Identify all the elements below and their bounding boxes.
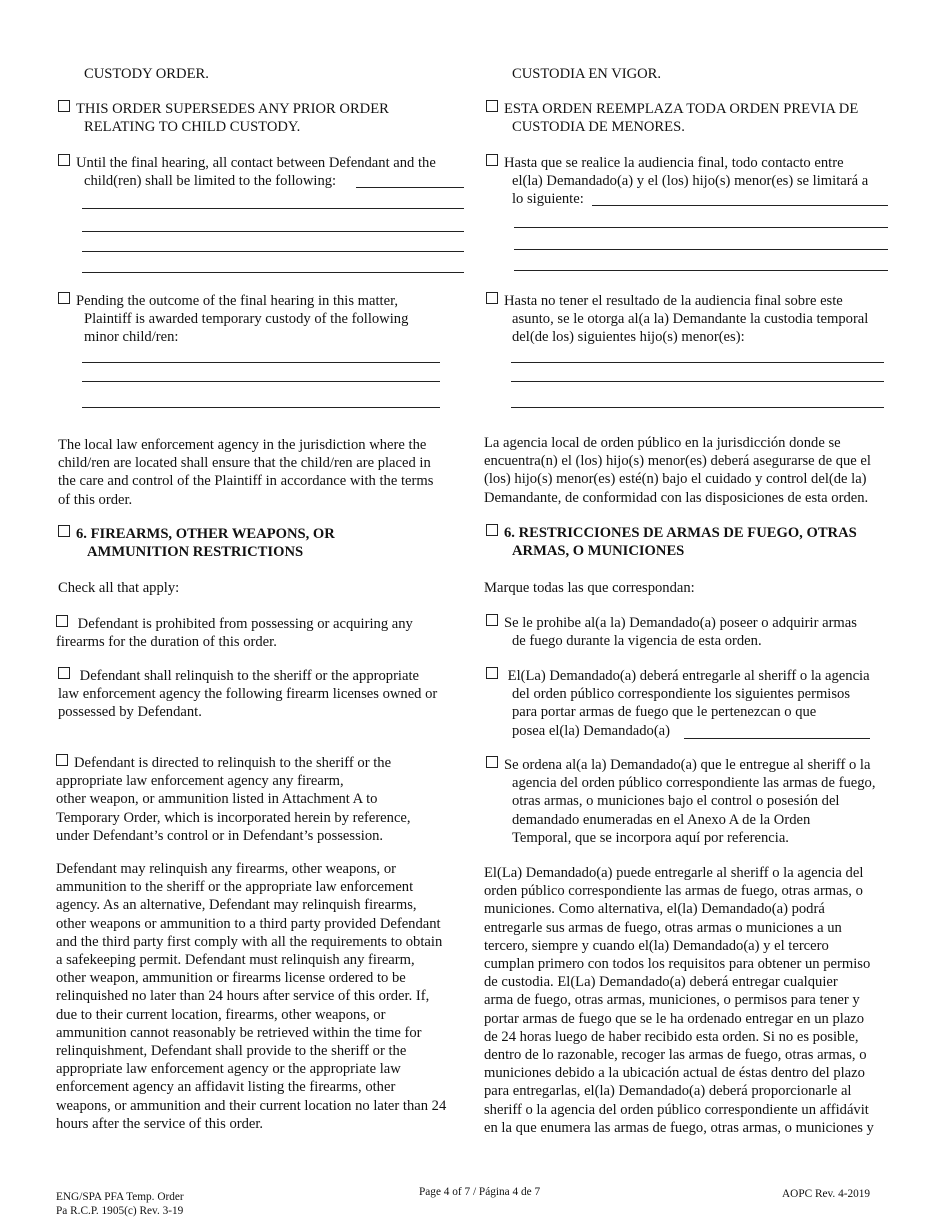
licenses-blank-line-es[interactable] xyxy=(684,738,870,739)
directed-relinquish-option: Defendant is directed to relinquish to the sheriff or the appropriate law enforcement agency any firearm, other weapon, or ammunition listed in Attachment A to Temporary Order, which is incorporated herein by reference, under Defendant’s control or in Defendant’s possession. xyxy=(56,755,411,844)
law-enforcement-paragraph-es: La agencia local de orden público en la jurisdicción donde se encuentra(n) el (los) hijo(s) menor(es) deberá asegurarse de que el (los) hijo(s) menor(es) esté(n) bajo el cuidado y control del(de la) Demandante, de conformidad con las disposiciones de esta orden. xyxy=(484,435,871,506)
contact-blank-line[interactable] xyxy=(82,231,464,232)
contact-checkbox[interactable] xyxy=(58,154,70,166)
relinquish-licenses-checkbox[interactable] xyxy=(58,667,70,679)
check-all-label: Check all that apply: xyxy=(58,580,180,596)
child-blank-line[interactable] xyxy=(82,381,440,382)
section-6-heading-es: 6. RESTRICCIONES DE ARMAS DE FUEGO, OTRAS ARMAS, O MUNICIONES xyxy=(486,524,857,560)
relinquish-paragraph: Defendant may relinquish any firearms, other weapons, or ammunition to the sheriff or the appropriate law enforcement agency. As an alternative, Defendant may relinquish firearms, other weapons or ammunition to a third party provided Defendant and the third party first comply with all the requirements to obtain a safekeeping permit. Defendant must relinquish any firearm, other weapon, ammunition or firearms license ordered to be relinquished no later than 24 hours after service of this order. If, due to their current location, firearms, other weapons, or ammunition cannot reasonably be retrieved within the time for relinquishment, Defendant shall provide to the sheriff or the appropriate law enforcement agency or the appropriate law enforcement agency an affidavit listing the firearms, other weapons, or ammunition and their current location no later than 24 hours after the service of this order. xyxy=(56,861,447,1132)
section-6-checkbox[interactable] xyxy=(58,525,70,537)
contact-checkbox-es[interactable] xyxy=(486,154,498,166)
child-blank-line-es[interactable] xyxy=(511,407,884,408)
custody-order-heading-es: CUSTODIA EN VIGOR. xyxy=(512,66,662,82)
custody-order-heading: CUSTODY ORDER. xyxy=(84,66,209,82)
directed-relinquish-option-es: Se ordena al(a la) Demandado(a) que le entregue al sheriff o la agencia del orden público correspondiente las armas de fuego, otras armas, o municiones bajo el control o posesión del demandado enumeradas en el Anexo A de la Orden Temporal, que se incorpora aquí por referencia. xyxy=(486,756,875,847)
check-all-label-es: Marque todas las que correspondan: xyxy=(484,580,695,596)
supersedes-option-es: ESTA ORDEN REEMPLAZA TODA ORDEN PREVIA DE CUSTODIA DE MENORES. xyxy=(486,100,858,136)
section-6-checkbox-es[interactable] xyxy=(486,524,498,536)
relinquish-licenses-option: Defendant shall relinquish to the sheriff or the appropriate law enforcement agency the following firearm licenses owned or possessed by Defendant. xyxy=(58,668,438,721)
child-blank-line-es[interactable] xyxy=(511,362,884,363)
page-number: Page 4 of 7 / Página 4 de 7 xyxy=(419,1186,541,1198)
supersedes-checkbox[interactable] xyxy=(58,100,70,112)
supersedes-checkbox-es[interactable] xyxy=(486,100,498,112)
contact-blank-line[interactable] xyxy=(82,251,464,252)
contact-blank-line-es[interactable] xyxy=(514,270,888,271)
rule-reference: Pa R.C.P. 1905(c) Rev. 3-19 xyxy=(56,1205,184,1217)
contact-blank-line-es[interactable] xyxy=(592,205,888,206)
prohibited-option: Defendant is prohibited from possessing or acquiring any firearms for the duration of this order. xyxy=(56,616,413,651)
directed-relinquish-checkbox-es[interactable] xyxy=(486,756,498,768)
child-blank-line[interactable] xyxy=(82,362,440,363)
pending-custody-option-es: Hasta no tener el resultado de la audiencia final sobre este asunto, se le otorga al(a la) Demandante la custodia temporal del(de los) siguientes hijo(s) menor(es): xyxy=(486,292,868,347)
supersedes-option: THIS ORDER SUPERSEDES ANY PRIOR ORDER RELATING TO CHILD CUSTODY. xyxy=(58,100,389,136)
contact-blank-line[interactable] xyxy=(356,187,464,188)
section-6-heading: 6. FIREARMS, OTHER WEAPONS, OR AMMUNITION RESTRICTIONS xyxy=(58,525,335,561)
footer-form-info xyxy=(56,1190,184,1218)
contact-blank-line[interactable] xyxy=(82,208,464,209)
child-blank-line-es[interactable] xyxy=(511,381,884,382)
contact-blank-line-es[interactable] xyxy=(514,227,888,228)
contact-blank-line[interactable] xyxy=(82,272,464,273)
contact-blank-line-es[interactable] xyxy=(514,249,888,250)
form-name: ENG/SPA PFA Temp. Order xyxy=(56,1191,184,1203)
contact-option: Until the final hearing, all contact between Defendant and the child(ren) shall be limited to the following: xyxy=(58,154,436,190)
prohibited-checkbox[interactable] xyxy=(56,615,68,627)
relinquish-licenses-option-es: El(La) Demandado(a) deberá entregarle al sheriff o la agencia del orden público correspondiente los siguientes permisos para portar armas de fuego que le pertenezcan o que posea el(la) Demandado(a) xyxy=(486,667,870,740)
relinquish-paragraph-es: El(La) Demandado(a) puede entregarle al sheriff o la agencia del orden público correspondiente las armas de fuego, otras armas, o municiones. Como alternativa, el(la) Demandado(a) podrá entregarle sus armas de fuego, otras armas o municiones a un tercero, siempre y cuando el(la) Demandado(a) y el tercero cumplan primero con todos los requisitos para obtener un permiso de custodia. El(La) Demandado(a) deberá entregar cualquier arma de fuego, otras armas, municiones, o permisos para tener y portar armas de fuego que se le ha ordenado entregar en un plazo de 24 horas luego de haber recibido esta orden. Si no es posible, dentro de lo razonable, recoger las armas de fuego, otras armas, o municiones debido a la ubicación actual de éstas dentro del plazo para entregarlas, el(la) Demandado(a) deberá proporcionarle al sheriff o la agencia del orden público correspondiente un affidávit en la que enumera las armas de fuego, otras armas, o municiones y xyxy=(484,865,874,1136)
pending-custody-checkbox[interactable] xyxy=(58,292,70,304)
law-enforcement-paragraph: The local law enforcement agency in the jurisdiction where the child/ren are located shall ensure that the child/ren are placed in the care and control of the Plaintiff in accordance with the terms of this order. xyxy=(58,437,434,508)
contact-option-es: Hasta que se realice la audiencia final, todo contacto entre el(la) Demandado(a) y el (los) hijo(s) menor(es) se limitará a lo siguiente: xyxy=(486,154,868,209)
directed-relinquish-checkbox[interactable] xyxy=(56,754,68,766)
prohibited-option-es: Se le prohibe al(a la) Demandado(a) poseer o adquirir armas de fuego durante la vigencia de esta orden. xyxy=(486,614,857,650)
child-blank-line[interactable] xyxy=(82,407,440,408)
pending-custody-checkbox-es[interactable] xyxy=(486,292,498,304)
prohibited-checkbox-es[interactable] xyxy=(486,614,498,626)
pending-custody-option: Pending the outcome of the final hearing in this matter, Plaintiff is awarded temporary custody of the following minor child/ren: xyxy=(58,292,408,347)
aopc-revision: AOPC Rev. 4-2019 xyxy=(782,1188,871,1200)
relinquish-licenses-checkbox-es[interactable] xyxy=(486,667,498,679)
